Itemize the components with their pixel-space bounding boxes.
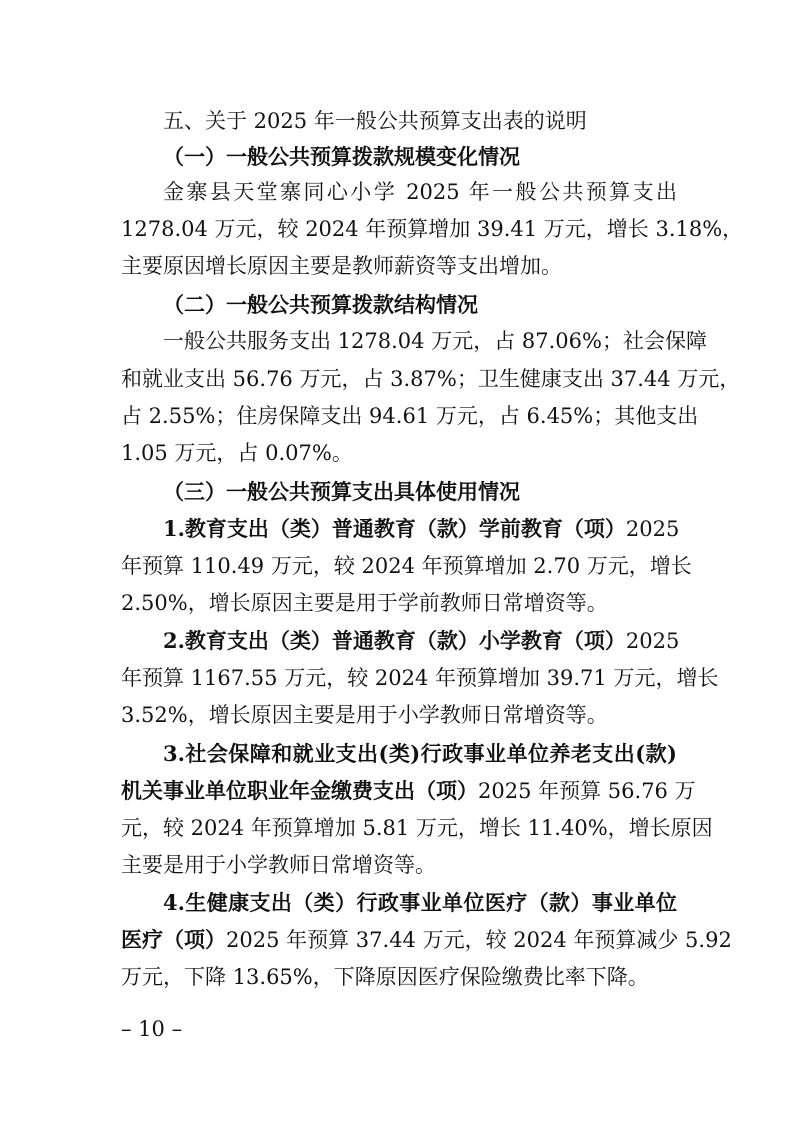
paragraph-line: 1.05 万元，占 0.07%。 <box>121 441 353 465</box>
paragraph-line: 占 2.55%；住房保障支出 94.61 万元，占 6.45%；其他支出 <box>121 404 699 428</box>
item-4-title-line-2: 医疗（项） <box>121 927 226 952</box>
paragraph-line: 主要是用于小学教师日常增资等。 <box>121 853 436 877</box>
item-3-second-line <box>121 774 696 808</box>
item-3-title-line-2: 机关事业单位职业年金缴费支出（项） <box>121 778 478 803</box>
paragraph-line: 主要原因增长原因主要是教师薪资等支出增加。 <box>121 254 562 278</box>
item-1-title: 1.教育支出（类）普通教育（款）学前教育（项） <box>163 516 626 541</box>
item-4-line-2-rest: 2025 年预算 37.44 万元，较 2024 年预算减少 5.92 <box>226 928 732 952</box>
paragraph-line: 金寨县天堂寨同心小学 2025 年一般公共预算支出 <box>163 180 677 204</box>
page-number: – 10 – <box>121 1017 183 1041</box>
item-2-title: 2.教育支出（类）普通教育（款）小学教育（项） <box>163 628 626 653</box>
paragraph-line: 1278.04 万元，较 2024 年预算增加 39.41 万元，增长 3.18%， <box>121 217 744 241</box>
item-2-first-line <box>163 624 680 658</box>
paragraph-line: 2.50%，增长原因主要是用于学前教师日常增资等。 <box>121 591 608 615</box>
section-title: 五、关于 2025 年一般公共预算支出表的说明 <box>163 109 587 133</box>
item-1-line-1-rest: 2025 <box>625 517 680 541</box>
item-1-first-line <box>163 512 680 546</box>
item-3-line-2-rest: 2025 年预算 56.76 万 <box>478 779 696 803</box>
item-2-line-1-rest: 2025 <box>625 629 680 653</box>
subsection-2-heading: （二）一般公共预算拨款结构情况 <box>163 292 478 317</box>
paragraph-line: 万元，下降 13.65%，下降原因医疗保险缴费比率下降。 <box>121 965 649 989</box>
paragraph-line: 和就业支出 56.76 万元，占 3.87%；卫生健康支出 37.44 万元， <box>121 367 741 391</box>
paragraph-line: 一般公共服务支出 1278.04 万元，占 87.06%；社会保障 <box>163 329 707 353</box>
item-4-second-line <box>121 923 732 957</box>
paragraph-line: 元，较 2024 年预算增加 5.81 万元，增长 11.40%，增长原因 <box>121 816 713 840</box>
paragraph-line: 3.52%，增长原因主要是用于小学教师日常增资等。 <box>121 703 608 727</box>
paragraph-line: 年预算 1167.55 万元，较 2024 年预算增加 39.71 万元，增长 <box>121 666 719 690</box>
subsection-1-heading: （一）一般公共预算拨款规模变化情况 <box>163 144 520 169</box>
subsection-3-heading: （三）一般公共预算支出具体使用情况 <box>163 479 520 504</box>
paragraph-line: 年预算 110.49 万元，较 2024 年预算增加 2.70 万元，增长 <box>121 554 692 578</box>
item-4-title-line-1: 4.生健康支出（类）行政事业单位医疗（款）事业单位 <box>163 890 677 915</box>
item-3-title-line-1: 3.社会保障和就业支出(类)行政事业单位养老支出(款) <box>163 741 677 766</box>
